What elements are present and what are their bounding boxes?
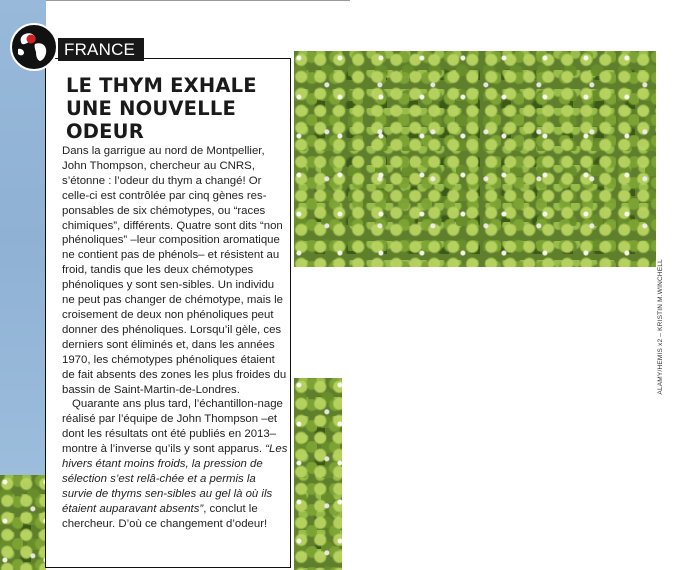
globe-icon <box>9 22 59 72</box>
thyme-photo-center-strip <box>294 378 342 570</box>
paragraph-2-start: Quarante ans plus tard, l’échantillon-nage réalisé par l’équipe de John Thompson –et dont les résultats ont été publiés en 2013– montre à l’inverse qu’ils y sont apparus. <box>62 398 283 456</box>
thyme-photo-left-strip <box>0 475 46 570</box>
body-paragraph-1: Dans la garrigue au nord de Montpellier, John Thompson, chercheur au CNRS, s’étonne : l’odeur du thym a changé! Or celle-ci est contrôlée par cinq gènes res-ponsables de six chémotypes, ou “races chimiques”, différents. Quatre sont dits “non phénoliques” –leur composition aromatique ne contient pas de phénols– et résistent au froid, tandis que les deux chémotypes phénoliques y sont sen-sibles. Un individu ne peut pas changer de chémotype, mais le croisement de deux non phénoliques peut donner des phénoliques. Lorsqu’il gèle, ces derniers sont éliminés et, dans les années 1970, les chémotypes phénoliques étaient de fait absents des zones les plus froides du bassin de Saint-Martin-de-Londres. <box>62 145 287 396</box>
paragraph-2-end: , conclut le chercheur. D’où ce changement d’odeur! <box>62 502 268 530</box>
article-body <box>62 144 288 532</box>
researcher-quote: “Les hivers étant moins froids, la pression de sélection s’est relâ-chée et a permis la survie de thyms sen-sibles au gel là où ils étaient auparavant absents” <box>62 443 288 515</box>
section-label: FRANCE <box>58 38 144 61</box>
photo-credit: ALAMY/HEMIS x2 – KRISTIN M.WINCHELL <box>657 259 664 395</box>
body-paragraph-2 <box>62 397 288 531</box>
thyme-photo-main <box>294 51 656 267</box>
top-rule <box>0 0 350 1</box>
article-headline: LE THYM EXHALE UNE NOUVELLE ODEUR <box>66 74 257 143</box>
